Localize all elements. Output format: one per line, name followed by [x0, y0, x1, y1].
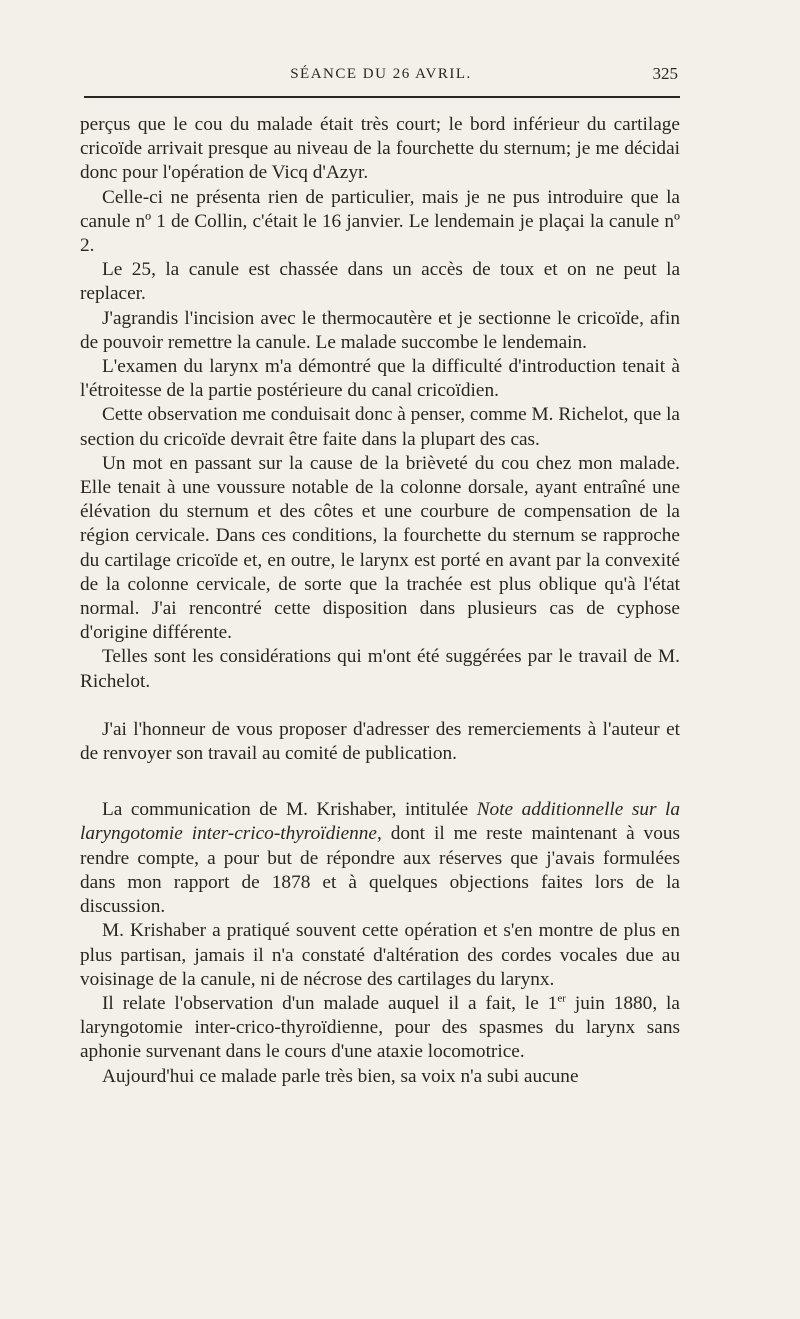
paragraph-4: J'agrandis l'incision avec le thermocautère et je sectionne le cricoïde, afin de pouvoir remettre la canule. Le malade succombe le lendemain.	[80, 307, 680, 353]
paragraph-11: M. Krishaber a pratiqué souvent cette opération et s'en montre de plus en plus partisan, jamais il n'a constaté d'altération des cordes vocales due au voisinage de la canule, ni de nécrose des cartilages du larynx.	[80, 920, 680, 990]
page-number: 325	[652, 64, 678, 83]
paragraph-10	[80, 798, 680, 919]
note-title-italic: Note additionnelle sur la laryngotomie inter-crico-thyroïdienne	[80, 799, 680, 845]
paragraph-8: Telles sont les considérations qui m'ont été suggérées par le travail de M. Richelot.	[80, 646, 680, 692]
running-title: SÉANCE DU 26 AVRIL.	[290, 66, 472, 82]
paragraph-7: Un mot en passant sur la cause de la brièveté du cou chez mon malade. Elle tenait à une voussure notable de la colonne dorsale, ayant entraîné une élévation du sternum et des côtes et une courbure de compensation de la région cervicale. Dans ces conditions, la fourchette du sternum se rapproche du cartilage cricoïde et, en outre, le larynx est porté en avant par la convexité de la colonne cervicale, de sorte que la trachée est plus oblique qu'à l'état normal. J'ai rencontré cette disposition dans plusieurs cas de cyphose d'origine différente.	[80, 452, 680, 644]
paragraph-12-end: juin 1880, la laryngotomie inter-crico-thyroïdienne, pour des spasmes du larynx sans aphonie survenant dans le cours d'une ataxie locomotrice.	[80, 992, 680, 1063]
ordinal-superscript: er	[557, 992, 566, 1005]
running-head	[82, 62, 680, 90]
paragraph-2: Celle-ci ne présenta rien de particulier, mais je ne pus introduire que la canule nº 1 de Collin, c'était le 16 janvier. Le lendemain je plaçai la canule nº 2.	[80, 186, 680, 257]
paragraph-13: Aujourd'hui ce malade parle très bien, sa voix n'a subi aucune	[102, 1065, 579, 1087]
paragraph-12-start: Il relate l'observation d'un malade auquel il a fait, le 1	[102, 992, 558, 1014]
paragraph-3: Le 25, la canule est chassée dans un accès de toux et on ne peut la replacer.	[80, 259, 680, 305]
paragraph-10-start: La communication de M. Krishaber, intitulée	[102, 799, 477, 821]
paragraph-10-end: , dont il me reste maintenant à vous rendre compte, a pour but de répondre aux réserves que j'avais formulées dans mon rapport de 1878 et à quelques objections faites lors de la discussion.	[80, 823, 680, 918]
paragraph-1: perçus que le cou du malade était très court; le bord inférieur du cartilage cricoïde arrivait presque au niveau de la fourchette du sternum; je me décidai donc pour l'opération de Vicq d'Azyr.	[80, 114, 680, 184]
header-rule	[84, 96, 680, 98]
paragraph-5: L'examen du larynx m'a démontré que la difficulté d'introduction tenait à l'étroitesse de la partie postérieure du canal cricoïdien.	[80, 356, 680, 402]
body-text	[80, 113, 680, 1089]
paragraph-12	[80, 992, 680, 1065]
paragraph-9: J'ai l'honneur de vous proposer d'adresser des remerciements à l'auteur et de renvoyer son travail au comité de publication.	[80, 718, 680, 765]
paragraph-6: Cette observation me conduisait donc à penser, comme M. Richelot, que la section du cricoïde devrait être faite dans la plupart des cas.	[80, 404, 680, 450]
